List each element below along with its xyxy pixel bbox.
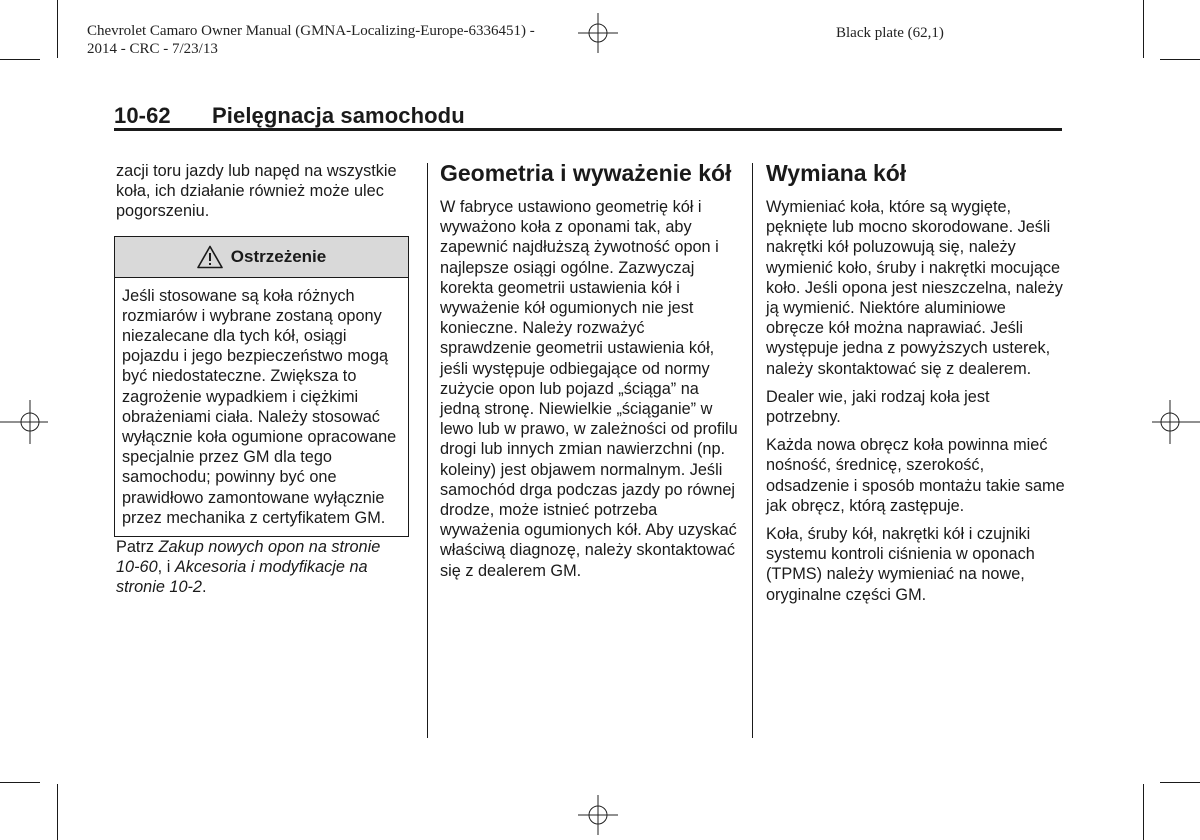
warning-title: Ostrzeżenie bbox=[230, 246, 327, 266]
warning-triangle-icon bbox=[197, 245, 223, 269]
page-number: 10-62 bbox=[114, 103, 171, 128]
paragraph: Każda nowa obręcz koła powinna mieć nośność, średnicę, szerokość, odsadzenie i sposób montażu takie same jak obręcz, którą zastępuje. bbox=[766, 436, 1065, 515]
column-divider bbox=[427, 163, 428, 738]
paragraph: Dealer wie, jaki rodzaj koła jest potrzebny. bbox=[766, 387, 990, 427]
column-2 bbox=[440, 161, 740, 589]
print-info bbox=[87, 22, 535, 58]
print-info-line1: Chevrolet Camaro Owner Manual (GMNA-Localizing-Europe-6336451) - bbox=[87, 23, 535, 39]
crop-mark bbox=[57, 0, 58, 58]
ref-prefix: Patrz bbox=[116, 538, 159, 557]
ref-link-accessories[interactable]: Akcesoria i modyfikacje na stronie 10-2 bbox=[116, 558, 368, 597]
continuation-text: zacji toru jazdy lub napęd na wszystkie koła, ich działanie również może ulec pogorszeniu. bbox=[116, 162, 397, 221]
crop-mark bbox=[0, 782, 40, 783]
paragraph: Koła, śruby kół, nakrętki kół i czujniki systemu kontroli ciśnienia w oponach (TPMS) należy wymieniać na nowe, oryginalne części GM. bbox=[766, 525, 1035, 604]
plate-info: Black plate (62,1) bbox=[836, 25, 944, 41]
section-heading-wheel-replacement: Wymiana kół bbox=[766, 160, 907, 186]
header-rule bbox=[114, 128, 1062, 131]
print-info-line2: 2014 - CRC - 7/23/13 bbox=[87, 41, 218, 57]
warning-header bbox=[115, 237, 408, 278]
registration-mark-left-icon bbox=[0, 398, 48, 446]
chapter-title: Pielęgnacja samochodu bbox=[212, 103, 465, 128]
warning-text: Jeśli stosowane są koła różnych rozmiarów i wybrane zostaną opony niezalecane dla tych kół, osiągi pojazdu i jego bezpieczeństwo mogą być niedostateczne. Zwiększa to zagrożenie wypadkiem i ciężkimi obrażeniami ciała. Należy stosować wyłącznie koła ogumione opracowane specjalnie przez GM dla tego samochodu; powinny być one prawidłowo zamontowane wyłącznie przez mechanika z certyfikatem GM. bbox=[122, 286, 397, 527]
ref-link-tires[interactable]: Zakup nowych opon na stronie 10-60 bbox=[116, 538, 381, 577]
registration-mark-right-icon bbox=[1152, 398, 1200, 446]
paragraph: Wymieniać koła, które są wygięte, pęknięte lub mocno skorodowane. Jeśli nakrętki kół poluzowują się, należy wymienić koło, śruby i nakrętki mocujące koło. Jeśli opona jest nieszczelna, należy ją wymienić. Niektóre aluminiowe obręcze kół można naprawiać. Jeśli występuje jedna z powyższych usterek, należy skontaktować się z dealerem. bbox=[766, 198, 1063, 378]
crop-mark bbox=[1160, 782, 1200, 783]
section-heading-alignment: Geometria i wyważenie kół bbox=[440, 160, 732, 186]
crop-mark bbox=[57, 784, 58, 840]
warning-box bbox=[114, 236, 409, 537]
column-divider bbox=[752, 163, 753, 738]
crop-mark bbox=[0, 59, 40, 60]
registration-mark-top-icon bbox=[578, 13, 618, 53]
ref-suffix: . bbox=[201, 578, 207, 597]
column-3 bbox=[766, 161, 1066, 613]
alignment-text: W fabryce ustawiono geometrię kół i wyważono koła z oponami tak, aby zapewnić najdłuższą żywotność opon i najlepsze osiągi ogólne. Zazwyczaj korekta geometrii ustawienia kół i wyważenie kół ogumionych nie jest konieczne. Należy rozważyć sprawdzenie geometrii ustawienia kół, jeśli występuje odbiegające od normy zużycie opon lub pojazd „ściąga” na jedną stronę. Niewielkie „ściąganie” w lewo lub w prawo, w zależności od profilu drogi lub innych zmian nawierzchni (np. koleiny) jest objawem normalnym. Jeśli samochód drga podczas jazdy po równej drodze, może istnieć potrzeba wyważenia ogumionych kół. Aby uzyskać właściwą diagnozę, należy skontaktować się z dealerem GM. bbox=[440, 198, 738, 580]
registration-mark-bottom-icon bbox=[578, 795, 618, 835]
ref-middle: , i bbox=[157, 558, 175, 577]
crop-mark bbox=[1143, 0, 1144, 58]
cross-reference bbox=[116, 537, 408, 598]
column-1 bbox=[116, 161, 408, 606]
crop-mark bbox=[1160, 59, 1200, 60]
page-header bbox=[114, 103, 465, 129]
crop-mark bbox=[1143, 784, 1144, 840]
